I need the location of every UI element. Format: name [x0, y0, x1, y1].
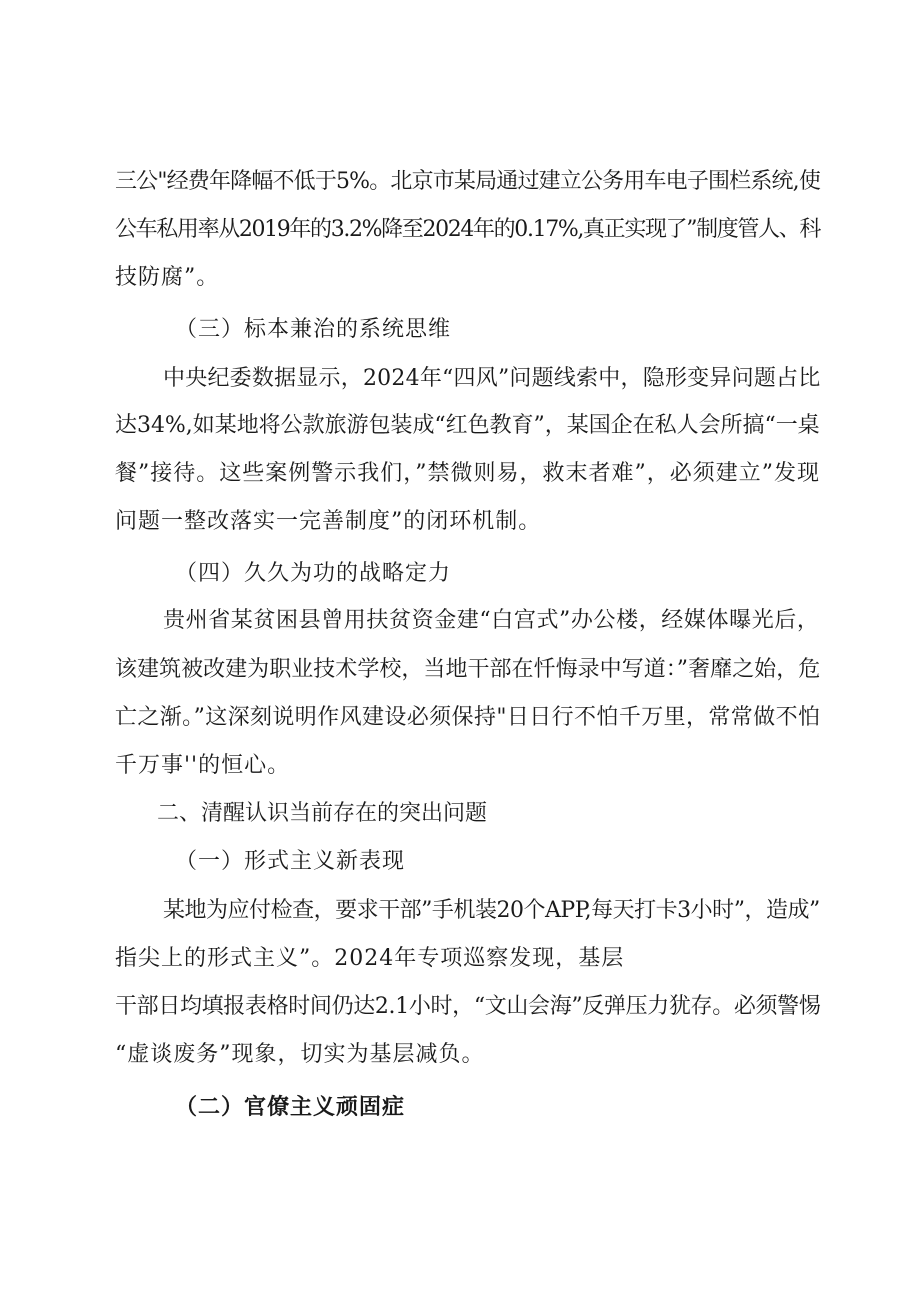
body-line: 某地为应付检查，要求干部”手机装20个APP,每天打卡3小时”，造成” [163, 898, 820, 923]
body-line: 餐”接待。这些案例警示我们，”禁微则易，救末者难”，必须建立”发现 [115, 461, 820, 486]
subsection-title: （三）标本兼治的系统思维 [175, 317, 452, 342]
body-line: 该建筑被改建为职业技术学校，当地干部在忏悔录中写道：”奢靡之始，危 [115, 657, 821, 682]
body-line: 干部日均填报表格时间仍达2.1小时，“文山会海”反弹压力犹存。必须警惕 [115, 994, 821, 1019]
subsection-title: （一）形式主义新表现 [175, 849, 406, 874]
body-line: 技防腐”。 [115, 265, 220, 290]
body-line: 达34%,如某地将公款旅游包装成“红色教育”，某国企在私人会所搞“一桌 [115, 413, 820, 438]
body-line: 亡之渐。”这深刻说明作风建设必须保持"日日行不怕千万里，常常做不怕 [115, 705, 821, 730]
body-line: 问题一整改落实一完善制度”的闭环机制。 [115, 509, 542, 534]
body-line: 千万事''的恒心。 [115, 753, 291, 778]
section-heading: 二、清醒认识当前存在的突出问题 [157, 801, 488, 826]
subsection-title: （四）久久为功的战略定力 [175, 561, 452, 586]
body-line: 贵州省某贫困县曾用扶贫资金建“白宫式”办公楼，经媒体曝光后， [163, 608, 820, 633]
body-line: 中央纪委数据显示，2024年“四风”问题线索中，隐形变异问题占比 [163, 366, 821, 391]
body-line: 公车私用率从2019年的3.2%降至2024年的0.17%,真正实现了”制度管人、科 [115, 217, 820, 242]
body-line: 指尖上的形式主义”。2024年专项巡察发现，基层 [115, 946, 625, 971]
body-line: “虚谈废务”现象，切实为基层减负。 [115, 1042, 485, 1067]
body-line: 三公"经费年降幅不低于5%。北京市某局通过建立公务用车电子围栏系统,使 [115, 169, 821, 194]
subsection-title: （二）官僚主义顽固症 [175, 1094, 406, 1120]
